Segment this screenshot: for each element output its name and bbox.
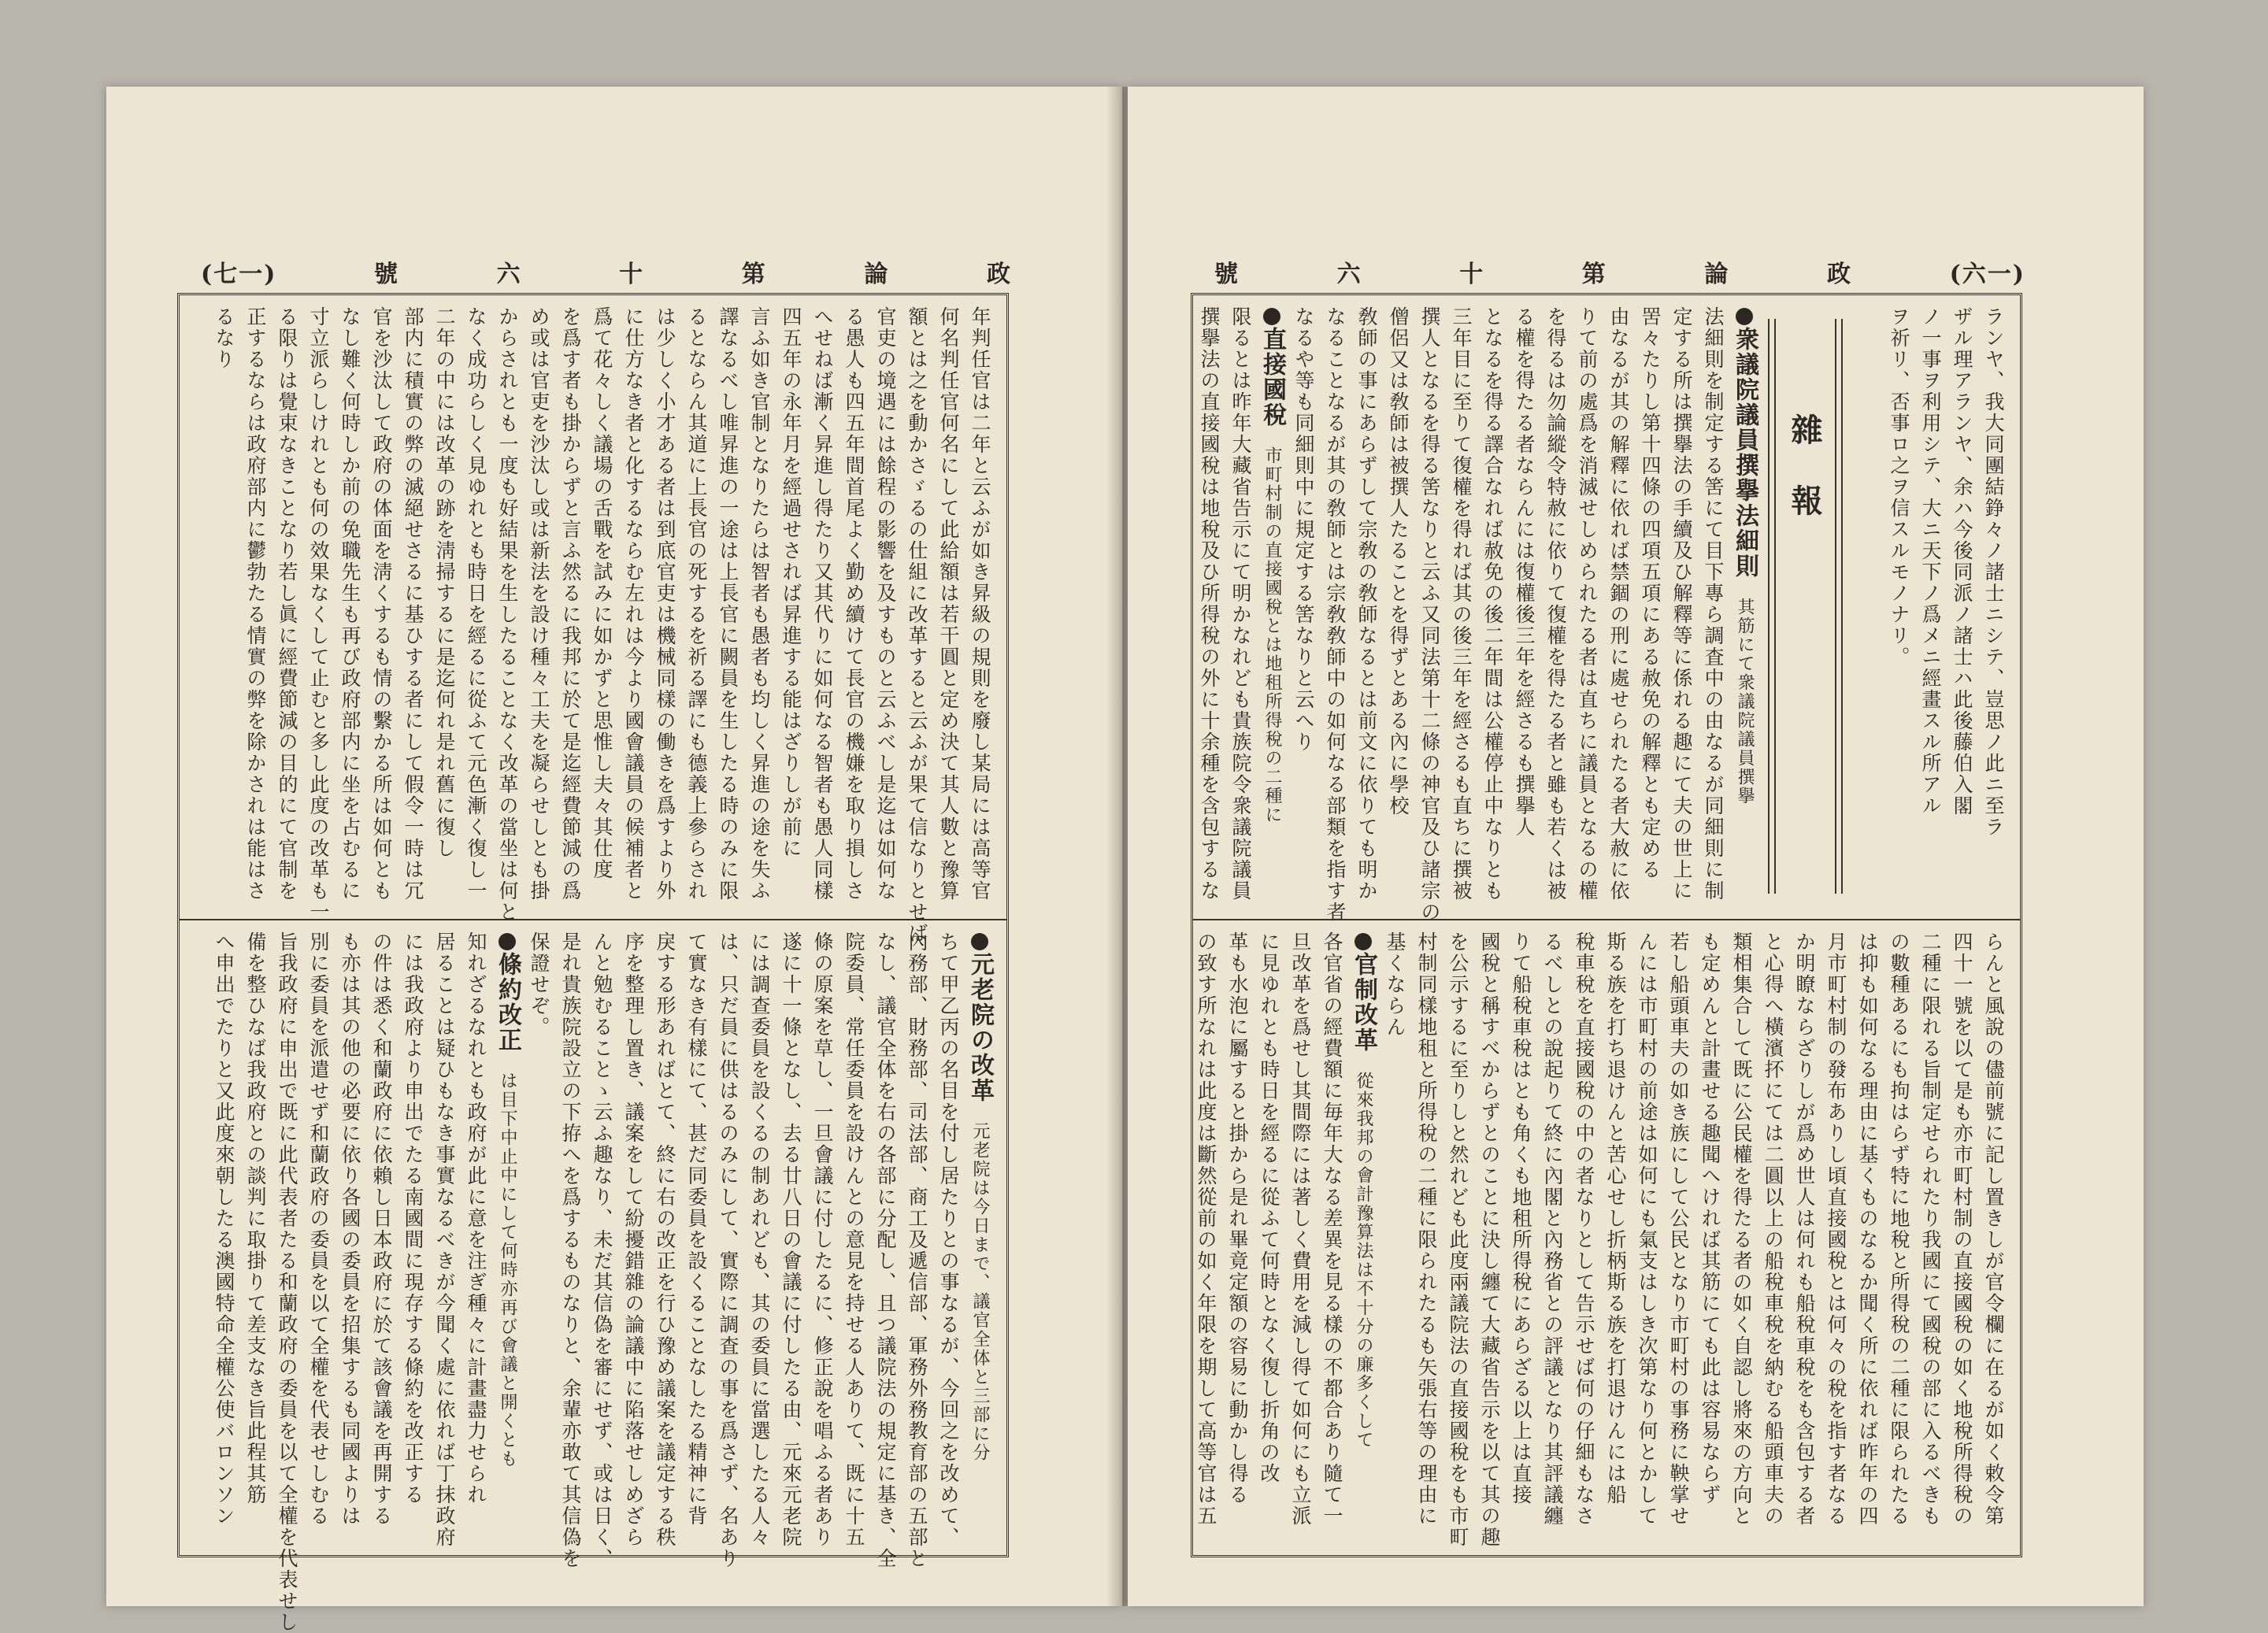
text-column: 二種に限れる旨制定せられたり我國にて國稅の部に入るべきも [1919, 931, 1942, 1527]
text-column: なし、議官全体を右の各部に分配し、且つ議院法の規定に基き、全 [874, 931, 897, 1569]
text-column: なし難く何時しか前の免職先生も再び政府部内に坐を占むるに [339, 306, 361, 902]
page-number: (七一) [201, 261, 277, 288]
text-column: 額とは之を動かさゞるの仕組に改革すると云ふが果て信なりとせば [906, 306, 928, 944]
article-lead: 從來我邦の會計豫算法は不十分の廉多くして [1354, 1053, 1373, 1450]
text-column: ランヤ、我大同團結錚々ノ諸士ニシテ、豈思ノ此ニ至ラ [1982, 306, 2005, 838]
text-column: ヲ祈リ、否事ロ之ヲ信スルモノナリ。 [1888, 306, 1910, 668]
text-column: は少しく小才ある者は到底官吏は機械同樣の働きを爲すより外 [654, 306, 676, 902]
text-column: るなり [213, 306, 235, 370]
text-column: 村制同樣地租と所得稅の二種に限られたるも矢張右等の理由に [1415, 931, 1438, 1527]
left-text-frame [177, 293, 1009, 1633]
right-text-frame [1191, 293, 2022, 1557]
article-heading-line [1729, 306, 1760, 905]
text-column: んと勉むることゝ云ふ趣なり、未だ其信偽を審にせず、或は日く、 [591, 931, 613, 1569]
text-column: に見ゆれとも時日を經るに從ふて何時となく復し折角の改 [1258, 931, 1280, 1484]
text-column: 備を整ひなば我政府との談判に取掛りて差支なき旨此程其筋 [244, 931, 267, 1505]
text-column: 別に委員を派遣せず和蘭政府の委員を以て全權を代表せしむる [307, 931, 330, 1527]
article-title: 元老院の改革 [966, 952, 994, 1103]
text-column: は、只だ員に供はるのみにして、實際に調査の事を爲さず、名あり [717, 931, 739, 1569]
text-column: 二年の中には改革の跡を淸掃するに是迄何れ是れ舊に復し [433, 306, 456, 859]
text-column: 何名判任官何名にして此給額は若干圓と定め決て其人數と豫算 [937, 306, 960, 902]
text-column: 限るとは昨年大藏省告示にて明かなれども貴族院令衆議院議員 [1229, 306, 1252, 902]
article-title: 條約改正 [494, 952, 521, 1053]
article-heading-line [491, 931, 523, 1546]
text-column: 官を沙汰して政府の体面を淸くするも情の繫かる所は如何とも [370, 306, 393, 902]
text-column: には我政府より申出でたる南國間に現存する條約を改正する [402, 931, 424, 1505]
left-page [106, 87, 1122, 1633]
article-lead: は目下中止中にして何時亦再び會議と開くとも [498, 1053, 517, 1468]
header-char: 政 [986, 261, 1012, 288]
text-column: も定めんと計畫せる趣聞へければ其筋にても此は容易ならず [1699, 931, 1721, 1505]
text-column: 戾する形あればとて、終に右の改正を行ひ豫め議案を議定する秩 [654, 931, 676, 1548]
text-column: 類相集合して既に公民權を得たる者の如く自認し將來の方向と [1730, 931, 1753, 1527]
header-char: 第 [741, 261, 767, 288]
text-column: 四五年の永年月を經過せされば昇進する能はざりしが前に [780, 306, 802, 859]
header-char: 六 [1336, 261, 1362, 288]
header-char: 十 [1459, 261, 1485, 288]
text-column: 三年目に至りて復權を得れば其の後三年を經さるも直ちに撰被 [1450, 306, 1473, 902]
text-column: 院委員、常任委員を設けんとの意見を持せる人ありて、既に十五 [843, 931, 865, 1548]
text-column: ノ一事ヲ利用シテ、大ニ天下ノ爲メニ經畫スル所アル [1919, 306, 1942, 816]
text-column: へせねば漸く昇進し得たり又其代りに如何なる智者も愚人同樣 [811, 306, 834, 902]
text-column: 旨我政府に申出で既に此代表者たる和蘭政府の委員を以て全權を代表せし [276, 931, 298, 1633]
header-char: 號 [373, 261, 399, 288]
text-column: 定する所は撰擧法の手續及ひ解釋等に係れる趣にて夫の世上に [1670, 306, 1693, 902]
article-heading-line [1256, 306, 1288, 905]
text-column: て實なき有樣にて、甚だ同委員を設くることなしたる精神に背 [685, 931, 708, 1527]
text-column: は抑も如何なる理由に基くものなるか聞く所に依れば昨年の四 [1856, 931, 1879, 1527]
text-column: 部内に積實の弊の滅絕せさるに基ひする者にして假令一時は冗 [402, 306, 424, 902]
header-char: 政 [1826, 261, 1852, 288]
text-column: 爲て花々しく議場の舌戰を試みに如かずと思惟し夫々其仕度 [591, 306, 613, 880]
text-column: か明瞭ならざりしが爲め世人は何れも船稅車稅をも含包する者 [1793, 931, 1816, 1527]
article-lead: 其筋にて衆議院議員撰擧 [1735, 579, 1755, 805]
zatsuho-rule [1835, 319, 1843, 894]
text-column: る權を得たる者ならんには復權後三年を經さるも撰擧人 [1513, 306, 1536, 838]
text-column: となるを得る譯合なれば赦免の後二年間は公權停止中なりとも [1481, 306, 1504, 902]
right-page [1128, 87, 2144, 1606]
left-bottom-text [192, 931, 995, 1633]
bullet-mark-icon [1354, 933, 1372, 950]
text-column: 僧侶又は敎師は被撰人たることを得ずとある內に學校 [1387, 306, 1410, 816]
text-column: へ申出でたりと又此度來朝したる澳國特命全權公使バロンソン [213, 931, 235, 1527]
text-column: 條の原案を草し、一旦會議に付したるに、修正說を唱ふる者あり [811, 931, 834, 1548]
text-column: 保證せぞ。 [528, 931, 550, 1038]
text-column: 知れざるなれとも政府が此に意を注ぎ種々に計畫盡力せられ [465, 931, 487, 1505]
text-column: なるや等も同細則中に規定する筈なりと云へり [1292, 306, 1315, 753]
text-column: 年判任官は二年と云ふが如き昇級の規則を廢し某局には高等官 [969, 306, 991, 902]
text-column: なく成功らしく見ゆれとも時日を經るに從ふて元色漸く復し一 [465, 306, 487, 902]
text-column: 正するならは政府部内に鬱勃たる情實の弊を除かされは能はさ [244, 306, 267, 902]
header-char: 六 [496, 261, 522, 288]
text-column: 是れ貴族院設立の下拵へを爲するものなりと、余輩亦敢て其信偽を [559, 931, 582, 1569]
text-column: を公示するに至りしと然れども此度兩議院法の直接國稅をも市町 [1447, 931, 1469, 1548]
section-divider [180, 919, 1006, 920]
zatsuho-heading: 雜報 [1786, 413, 1823, 555]
text-column: に仕方なき者と化するならむ左れは今より國會議員の候補者と [622, 306, 645, 902]
text-column: 撰人となるを得る筈なりと云ふ又同法第十二條の神官及ひ諸宗の [1418, 306, 1441, 923]
text-column: と心得へ橫濱抔にては二圓以上の船稅車稅を納むる船頭車夫の [1762, 931, 1784, 1527]
header-char: 十 [619, 261, 645, 288]
text-column: も亦は其の他の必要に依り各國の委員を招集するも同國よりは [339, 931, 361, 1527]
text-column: 寸立派らしけれとも何の效果なくして止むと多し此度の改革も一 [307, 306, 330, 923]
text-column: 革も水泡に屬すると掛から是れ畢竟定額の容易に動かし得る [1226, 931, 1249, 1505]
text-column: からされとも一度も好結果を生したることなく改革の當坐は何と [496, 306, 519, 923]
left-top-text [192, 306, 995, 944]
text-column: る限りは覺束なきことなり若し眞に經費節減の目的にて官制を [276, 306, 298, 902]
text-column: 官吏の境遇には餘程の影響を及すものと云ふべし是迄は如何な [874, 306, 897, 902]
text-column: んには市町村の前途は如何にも氣支はしき次第なり何とかして [1636, 931, 1658, 1527]
text-column: 言ふ如き官制となりたらは智者も愚者も均しく昇進の途を失ふ [748, 306, 771, 902]
bullet-mark-icon [1736, 308, 1753, 325]
bullet-mark-icon [498, 933, 516, 950]
article-heading-line [1347, 931, 1379, 1546]
text-column: の數種あるにも拘はらず特に地稅と所得稅の二種に限られたる [1888, 931, 1910, 1527]
text-column: の致す所なれは此度は斷然從前の如く年限を期して高等官は五 [1195, 931, 1217, 1527]
right-intro-text [1859, 306, 2009, 905]
article-lead: 元老院は今日まで、議官全体と三部に分 [970, 1103, 990, 1462]
text-column: の件は悉く和蘭政府に依賴し日本政府に於て該會議を再開する [370, 931, 393, 1527]
text-column: なることなるが其の敎師とは宗敎敎師中の如何なる部類を指す者 [1324, 306, 1347, 923]
text-column: 居ることは疑ひもなき事實なるべきが今聞く處に依れば丁抹政府 [433, 931, 456, 1548]
left-page-header [201, 252, 1012, 291]
text-column: らんと風說の儘前號に記し置きしが官令欄に在るが如く敕令第 [1982, 931, 2005, 1527]
text-column: 基くならん [1384, 931, 1406, 1038]
text-column: 遂に十一條となし、去る廿八日の會議に付したる由、元來元老院 [780, 931, 802, 1548]
right-bottom-text [1195, 931, 2009, 1548]
text-column: る愚人も四五年間首尾よく勤め續けて長官の機嫌を取り損しさ [843, 306, 865, 902]
text-column: 序を整理し置き、議案をして紛擾錯雜の論議中に陷落せしめざら [622, 931, 645, 1548]
bullet-mark-icon [971, 933, 988, 950]
text-column: 若し船頭車夫の如き族にして公民となり市町村の事務に鞅掌せ [1667, 931, 1690, 1527]
text-column: 敎師の事にあらずして宗敎の敎師なるとは前文に依りても明か [1355, 306, 1378, 902]
text-column: 法細則を制定する筈にて目下專ら調査中の由なるが同細則に制 [1702, 306, 1725, 902]
text-column: には調查委員を設くるの制あれども、其の委員に當選したる人々 [748, 931, 771, 1548]
header-char: 號 [1214, 261, 1240, 288]
text-column: りて前の處爲を消滅せしめられたる者は直ちに議員となるの權 [1576, 306, 1599, 902]
section-divider [1193, 919, 2020, 920]
text-column: 斯る族を打ち退けんと苦心せし折柄斯る族を打退けんには船 [1604, 931, 1627, 1505]
zatsuho-rule [1768, 319, 1776, 894]
text-column: 撰擧法の直接國稅は地稅及ひ所得稅の外に十余種を含包するな [1198, 306, 1221, 902]
header-char: 第 [1581, 261, 1607, 288]
text-column: 譯なるべし唯昇進の一途は上長官に闕員を生したる時のみに限 [717, 306, 739, 902]
article-title: 直接國稅 [1258, 327, 1286, 428]
right-top-text [1198, 306, 1760, 923]
text-column: 由なるが其の解釋に依れば禁錮の刑に處せられたる者大赦に依 [1607, 306, 1630, 902]
text-column: ザル理アランヤ、余ハ今後同派ノ諸士ハ此後藤伯入閣 [1951, 306, 1973, 816]
text-column: を得るは勿論縱令特赦に依りて復權を得たる者と雖も若くは被 [1544, 306, 1567, 902]
text-column: を爲す者も掛からずと言ふ然るに我邦に於て是迄經費節減の爲 [559, 306, 582, 902]
text-column: ちて甲乙丙の名目を付し居たりとの事なるが、今回之を改めて、 [937, 931, 960, 1548]
text-column: め或は官吏を沙汰し或は新法を設け種々工夫を凝らせしとも掛 [528, 306, 550, 902]
text-column: 稅車稅を直接國稅の中の者なりとして告示せば何の仔細もなさ [1573, 931, 1595, 1527]
text-column: 月市町村制の發布ありし頃直接國稅とは何々の稅を指す者なる [1825, 931, 1847, 1527]
text-column: るとならん其道に上長官の死するを祈る譯にも德義上參らされ [685, 306, 708, 902]
text-column: 國稅と稱すべからずとのことに決し纏て大藏省告示を以て其の趣 [1478, 931, 1501, 1548]
article-title: 官制改革 [1350, 952, 1377, 1053]
header-char: 論 [1704, 261, 1730, 288]
text-column: りて船稅車稅はとも角くも地租所得稅にあらざる以上は直接 [1510, 931, 1532, 1505]
right-page-header [1214, 252, 2025, 291]
header-char: 論 [864, 261, 890, 288]
text-column: 內務部、財務部、司法部、商工及遞信部、軍務外務教育部の五部と [906, 931, 928, 1569]
article-heading-line [964, 931, 995, 1546]
text-column: 各官省の經費額に毎年大なる差異を見る樣の不都合あり隨て一 [1321, 931, 1343, 1527]
article-title: 衆議院議員撰擧法細則 [1731, 327, 1758, 579]
text-column: るべしとの說起りて終に內閣と內務省との評議となり其評議纏 [1541, 931, 1564, 1527]
text-column: 四十一號を以て是も亦市町村制の直接國稅の如く地稅所得稅の [1951, 931, 1973, 1527]
page-number: (六一) [1949, 261, 2025, 288]
text-column: 罟々たりし第十四條の四項五項にある赦免の解釋とも定める [1639, 306, 1662, 880]
text-column: 旦改革を爲せし其間際には著しく費用を減し得て如何にも立派 [1289, 931, 1312, 1527]
article-lead: 市町村制の直接國稅とは地租所得稅の二種に [1262, 428, 1282, 824]
bullet-mark-icon [1263, 308, 1280, 325]
